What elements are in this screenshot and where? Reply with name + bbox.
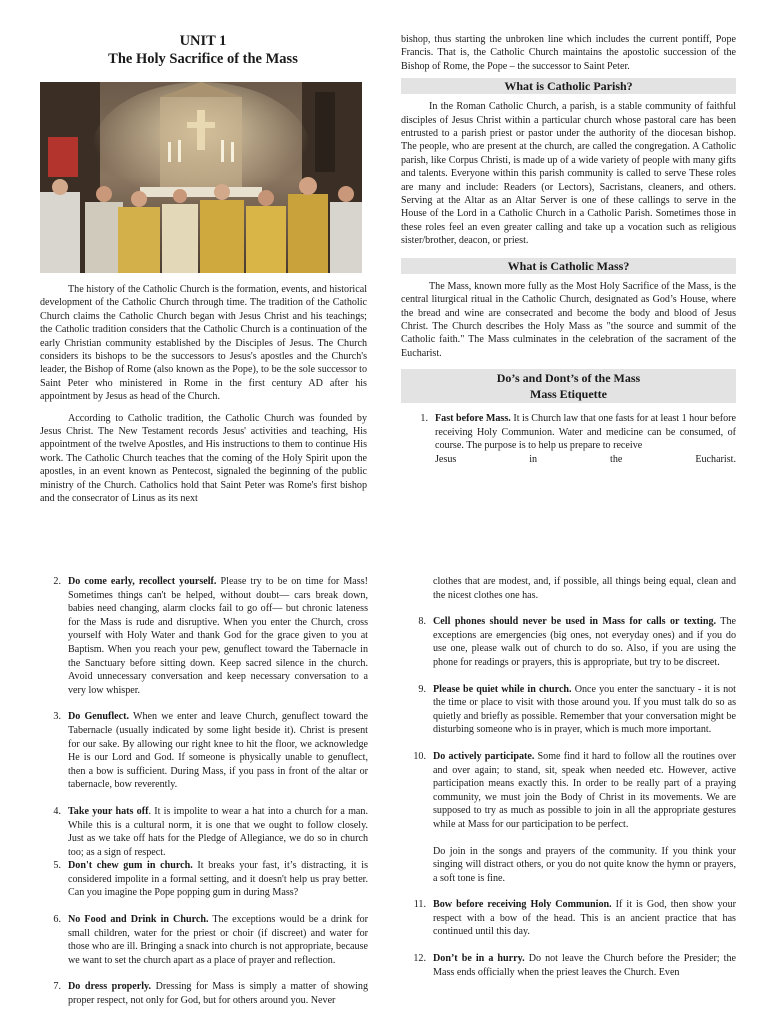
dos-donts-heading: Do’s and Dont’s of the Mass (496, 371, 641, 386)
etiquette-item-7 (34, 980, 368, 1007)
item-text: Once you enter the sanctuary - it is not the time or place to visit with those around you. If you must talk do so as quietly and briefly as possible. Remember that your conversation might be disturbing someone who is in prayer, which is much more important. (433, 683, 736, 736)
parish-heading: What is Catholic Parish? (401, 78, 736, 94)
page-title: The Holy Sacrifice of the Mass (108, 51, 298, 67)
etiquette-item-9 (399, 683, 736, 737)
item-text: If it is God, then show your respect with a bow of the head. This is an ancient practice that has continued until this day. (433, 899, 736, 938)
item-text: It is Church law that one fasts for at least 1 hour before receiving Holy Communion. Water and medicine can be consumed, of course. The purpose is to help us prepare to receive (435, 413, 736, 452)
item-number: 10. (413, 750, 426, 762)
item-number: 5. (53, 860, 61, 872)
item-number: 2. (53, 576, 61, 587)
item-heading: Cell phones should never be used in Mass for calls or texting. (433, 616, 717, 628)
item-7-continued: clothes that are modest, and, if possible, all things being equal, clean and the nicest clothes one has. (433, 576, 736, 601)
word: in (529, 453, 538, 465)
etiquette-heading (401, 369, 736, 403)
etiquette-item-4 (34, 805, 368, 859)
item-heading: Do dress properly. (68, 981, 152, 993)
item-10-extra-paragraph: Do join in the songs and prayers of the community. If you think your singing will distract others, or you do not quite know the hymn or prayers, a soft tone is fine. (433, 845, 736, 884)
church-mass-photo (40, 82, 362, 273)
etiquette-item-1 (401, 412, 736, 466)
item-number: 4. (53, 805, 61, 817)
item-heading: Don't chew gum in church. (68, 860, 193, 872)
right-etiquette-list (399, 575, 736, 979)
item-number: 3. (53, 711, 61, 723)
left-intro-text (40, 283, 367, 506)
continued-paragraph: bishop, thus starting the unbroken line which includes the current pontiff, Pope Francis. That is, the Catholic Church maintains the apostolic succession of the Bishop of Rome, the Pope – the successor to Saint Peter. (401, 34, 736, 72)
word: Eucharist. (695, 453, 736, 465)
item-number: 6. (53, 914, 61, 926)
mass-heading: What is Catholic Mass? (401, 258, 736, 274)
item-heading: Fast before Mass. (435, 413, 511, 425)
item-text: The exceptions would be a drink for small children, water for the priest or choir (if discreet) and water for those who are ill. Bringing a snack into church is not appropriate, because we want to set the church apart as a place of prayer and reflection. (68, 914, 368, 966)
mass-etiquette-heading: Mass Etiquette (530, 387, 607, 402)
item-text: Some find it hard to follow all the routines over and over again; to stand, sit, speak when needed etc. However, active participation means exactly this. In order to be really part of a praying community, we must join the Body of Christ in its movements. We are supposed to try as much as possible to join in all the appropriate gestures while at Mass for our participation to be perfect. (433, 750, 736, 830)
item-heading: Do actively participate. (433, 750, 535, 762)
item-text: Dressing for Mass is simply a matter of showing proper respect, not only for God, but for others around you. Never (68, 981, 368, 1007)
item-number: 11. (413, 899, 426, 911)
item-number: 8. (418, 616, 426, 628)
item-text: When we enter and leave Church, genuflect toward the Tabernacle (usually indicated by some light beside it). Christ is present for our sake. By allowing our right knee to hit the floor, we acknowledge He is our Lord and God. If someone is physically unable to genuflect, then a bow is sufficient. During Mass, if you pass in front of the altar or tabernacle, bow reverently. (68, 711, 368, 791)
right-top-column (401, 33, 736, 467)
etiquette-item-12 (399, 952, 736, 979)
item-text: Do not leave the Church before the Presider; the Mass ends officially when the priest leaves the Church. Even (433, 953, 736, 978)
left-top-column (40, 32, 366, 68)
item-heading: Don’t be in a hurry. (433, 953, 525, 965)
item-heading: Please be quiet while in church. (433, 683, 572, 695)
item-number: 7. (53, 981, 61, 993)
item-text: It breaks your fast, it’s distracting, it is considered impolite in a formal setting, and it doesn't help us pray better. Can you imagine the Pope popping gum in during Mass? (68, 860, 368, 899)
etiquette-item-11 (399, 898, 736, 939)
item-heading: Bow before receiving Holy Communion. (433, 899, 612, 911)
item-text: Please try to be on time for Mass! Sometimes things can't be helped, without doubt— cars break down, babies need changing, alarm clocks fail to go off— but chronic lateness for the Mass is rude and disruptive. When you enter the Church, cross yourself with Holy Water and thank God for the grace given to you at Baptism. When you reach your pew, genuflect toward the Tabernacle in the Sanctuary before sitting down. Keep sacred silence in the church. Avoid unnecessary conversation and keep necessary conversation to a very low whisper. (68, 576, 368, 696)
item-heading: Do come early, recollect yourself. (68, 576, 217, 587)
item-text: The exceptions are emergencies (big ones, not everyday ones) and if you do use one, please walk out of church to do so. Also, if you are using the phone for readings or prayers, this is appropriate, but try to be discreet. (433, 616, 736, 668)
etiquette-item-10 (399, 750, 736, 832)
etiquette-item-2 (34, 575, 368, 697)
item-heading: Take your hats off (68, 805, 149, 817)
word: Jesus (435, 453, 457, 465)
etiquette-item-5 (34, 859, 368, 900)
word: the (610, 453, 623, 465)
mass-paragraph: The Mass, known more fully as the Most Holy Sacrifice of the Mass, is the central liturgical ritual in the Catholic Church, designated as God’s House, where the bread and wine are consecrated and become the body and blood of Jesus Christ. The Church describes the Holy Mass as "the source and summit of the Catholic faith." The Mass culminates in the celebration of the sacrament of the Eucharist. (401, 280, 736, 359)
item-last-line (435, 453, 736, 467)
item-number: 1. (420, 413, 428, 425)
item-text: . It is impolite to wear a hat into a church for a man. While this is a cultural norm, it is one that we ought to follow closely. Just as we take off hats for the Pledge of Allegiance, we do so in church too; as a sign of respect. (68, 805, 368, 858)
item-heading: Do Genuflect. (68, 711, 130, 723)
etiquette-item-8 (399, 615, 736, 669)
history-paragraph: The history of the Catholic Church is the formation, events, and historical development of the Catholic Church through time. The tradition of the Catholic Church claims the Catholic Church began with Jesus Christ and his teachings; the Catholic tradition considers that the Catholic Church is a continuation of the early Christian community established by the Disciples of Jesus. The Church considers its bishops to be the successors to Jesus's apostles and the Church's leader, the Bishop of Rome (also known as the Pope), to be the sole successor to Saint Peter who ministered in Rome in the first century AD after his appointment by Jesus as head of the Church. (40, 284, 367, 403)
parish-paragraph: In the Roman Catholic Church, a parish, is a stable community of faithful disciples of Jesus Christ within a particular church whose pastoral care has been entrusted to a parish priest or pastor under the authority of the diocesan bishop. The people, who are present at the church, are called the congregation. A Catholic parish, like Corpus Christi, is made up of a wide variety of people with many gifts and talents. Everyone within this parish community is called to serve These roles are many and include: Readers (or Lectors), Sacristans, cleaners, and others. Serving at the Altar as an Altar Server is one of these callings to serve in the House of the Lord in a Catholic Church in a Catholic Parish. Sometimes those in these roles feel an even greater calling and take up a vocation such as religious sister/brother, deacon, or priest. (401, 101, 736, 247)
left-etiquette-list (34, 575, 368, 1008)
tradition-paragraph: According to Catholic tradition, the Catholic Church was founded by Jesus Christ. The New Testament records Jesus' activities and teaching, His appointment of the twelve Apostles, and His instructions to them to continue His work. The Catholic Church teaches that the coming of the Holy Spirit upon the apostles, in an event known as Pentecost, signaled the beginning of the public ministry of the Church. Catholics hold that Saint Peter was Rome's first bishop and the consecrator of Linus as its next (40, 412, 367, 505)
etiquette-item-3 (34, 710, 368, 792)
item-heading: No Food and Drink in Church. (68, 914, 209, 926)
item-number: 9. (418, 683, 426, 695)
etiquette-item-6 (34, 913, 368, 967)
unit-label: UNIT 1 (179, 33, 227, 49)
item-number: 12. (413, 953, 426, 965)
